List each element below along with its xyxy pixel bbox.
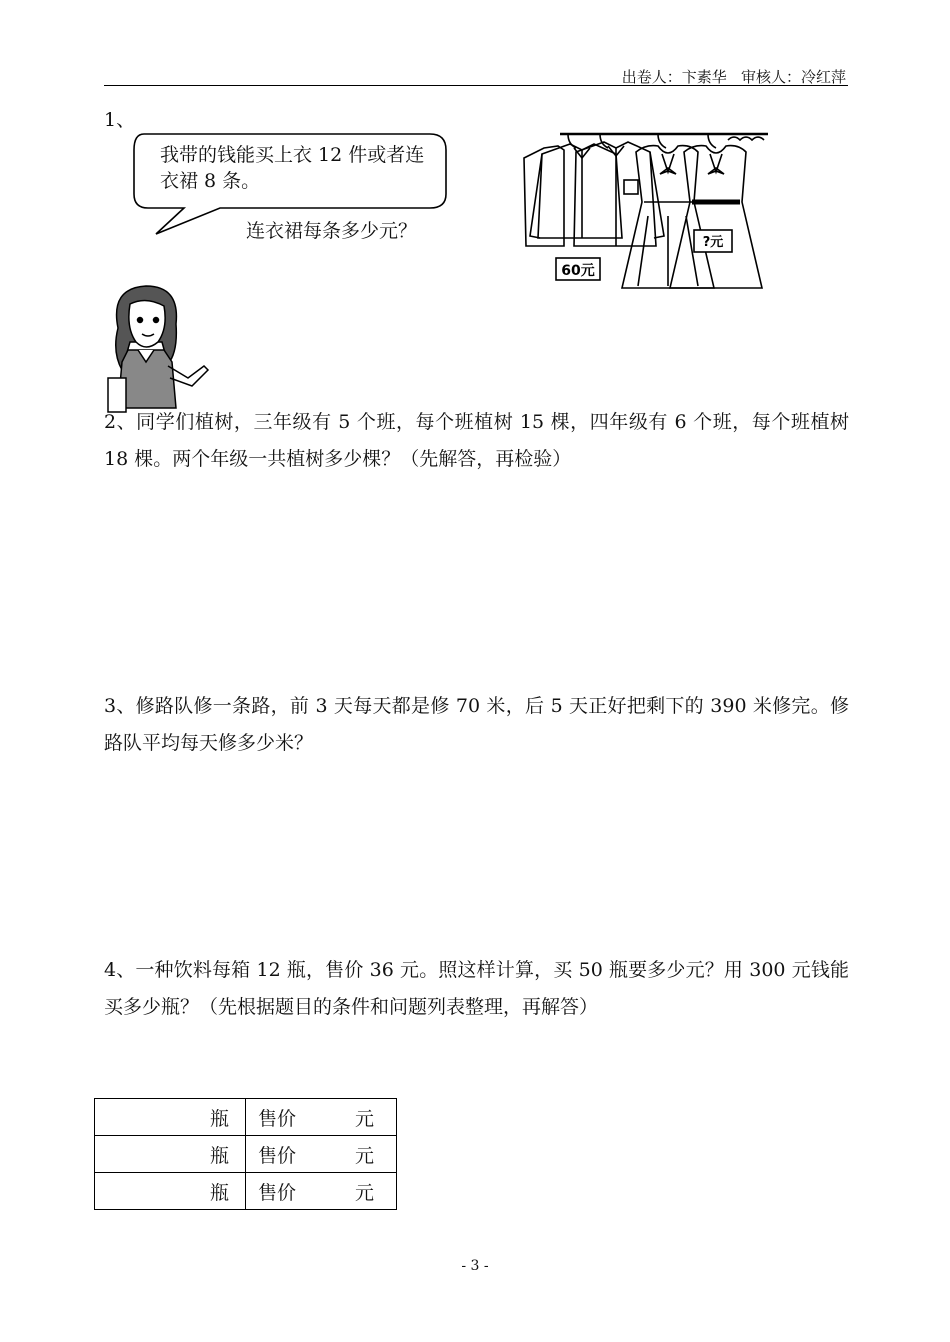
table-row	[95, 1099, 397, 1136]
question-3: 3、修路队修一条路，前 3 天每天都是修 70 米，后 5 天正好把剩下的 390 米修完。修路队平均每天修多少米？	[104, 695, 849, 754]
price-label: 售价	[258, 1144, 297, 1167]
price-label: 售价	[258, 1181, 297, 1204]
price-label: 售价	[258, 1107, 297, 1130]
speech-bubble-text: 我带的钱能买上衣 12 件或者连衣裙 8 条。	[160, 144, 425, 192]
bottle-count-cell[interactable]	[95, 1173, 246, 1210]
dress-price-tag: ?元	[702, 235, 724, 250]
clothes-rack-illustration	[518, 126, 772, 296]
question-1-number: 1、	[104, 109, 136, 131]
unit-label: 瓶	[209, 1107, 229, 1130]
table-row	[95, 1173, 397, 1210]
bottle-count-cell[interactable]	[95, 1099, 246, 1136]
unit-label: 瓶	[209, 1144, 229, 1167]
answer-table	[94, 1098, 397, 1210]
bottle-count-cell[interactable]	[95, 1136, 246, 1173]
price-cell[interactable]	[246, 1173, 397, 1210]
price-cell[interactable]	[246, 1136, 397, 1173]
currency-label: 元	[354, 1144, 374, 1167]
page-number: - 3 -	[461, 1258, 489, 1274]
header-divider	[104, 85, 848, 86]
price-cell[interactable]	[246, 1099, 397, 1136]
currency-label: 元	[354, 1181, 374, 1204]
question-1-text: 连衣裙每条多少元？	[246, 220, 418, 242]
girl-illustration	[100, 282, 212, 422]
unit-label: 瓶	[209, 1181, 229, 1204]
currency-label: 元	[354, 1107, 374, 1130]
question-4: 4、一种饮料每箱 12 瓶，售价 36 元。照这样计算，买 50 瓶要多少元？用 300 元钱能买多少瓶？（先根据题目的条件和问题列表整理，再解答）	[104, 959, 849, 1018]
table-row	[95, 1136, 397, 1173]
question-2: 2、同学们植树，三年级有 5 个班，每个班植树 15 棵，四年级有 6 个班，每个班植树 18 棵。两个年级一共植树多少棵？（先解答，再检验）	[104, 411, 849, 470]
shirt-price-tag: 60元	[561, 263, 595, 279]
header-authors: 出卷人：卞素华 审核人：冷红萍	[621, 68, 846, 86]
